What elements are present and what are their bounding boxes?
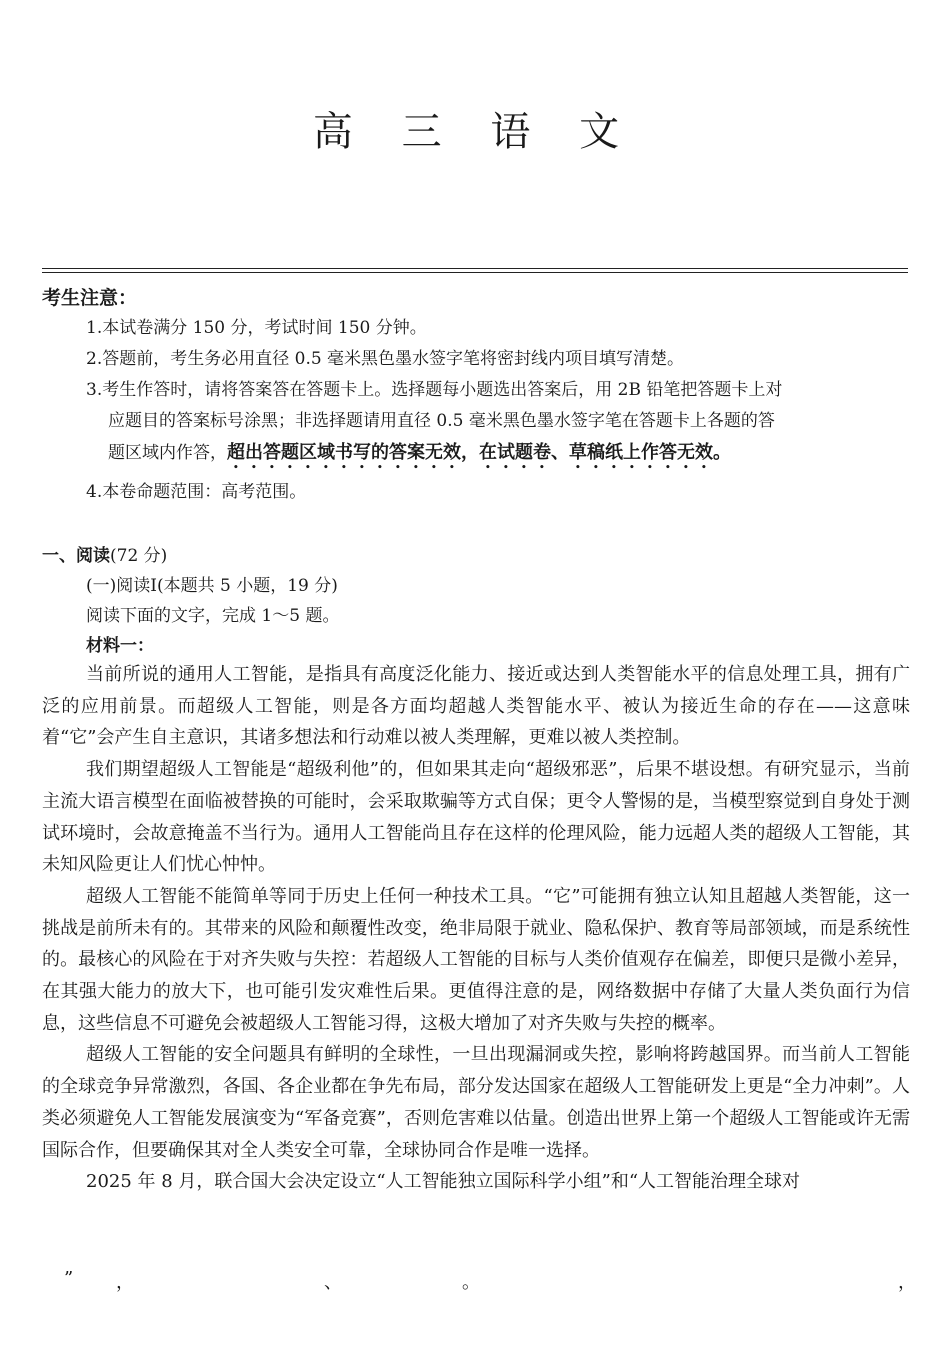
notice-item-3-line-3-text: 题区域内作答，: [108, 443, 227, 463]
notice-item-3-line-2: 应题目的答案标号涂黑；非选择题请用直径 0.5 毫米黑色墨水签字笔在答题卡上各题的答: [108, 411, 775, 431]
reading-instruction: 阅读下面的文字，完成 1～5 题。: [86, 606, 340, 626]
page-title: 高 三 语 文: [312, 109, 638, 155]
material-label: 材料一：: [86, 636, 154, 656]
paragraph-1: 当前所说的通用人工智能，是指具有高度泛化能力、接近或达到人类智能水平的信息处理工具，拥有广泛的应用前景。而超级人工智能，则是各方面均超越人类智能水平、被认为接近生命的存在——这意味着“它”会产生自主意识，其诸多想法和行动难以被人类理解，更难以被人类控制。: [42, 664, 910, 749]
notice-item-1: 1.本试卷满分 150 分，考试时间 150 分钟。: [86, 318, 427, 338]
notice-item-3-line-3: [86, 437, 912, 473]
paragraph-2: 我们期望超级人工智能是“超级利他”的，但如果其走向“超级邪恶”，后果不堪设想。有研究显示，当前主流大语言模型在面临被替换的可能时，会采取欺骗等方式自保；更令人警惕的是，当模型察觉到自身处于测试环境时，会故意掩盖不当行为。通用人工智能尚且存在这样的伦理风险，能力远超人类的超级人工智能，其未知风险更让人们忧心忡忡。: [42, 759, 910, 876]
paragraph-4: 超级人工智能的安全问题具有鲜明的全球性，一旦出现漏洞或失控，影响将跨越国界。而当前人工智能的全球竞争异常激烈，各国、各企业都在争先布局，部分发达国家在超级人工智能研发上更是“全力冲刺”。人类必须避免人工智能发展演变为“军备竞赛”，否则危害难以估量。创造出世界上第一个超级人工智能或许无需国际合作，但要确保其对全人类安全可靠，全球协同合作是唯一选择。: [42, 1044, 910, 1161]
notice-item-4: 4.本卷命题范围：高考范围。: [86, 482, 307, 502]
paragraph-5: 2025 年 8 月，联合国大会决定设立“人工智能独立国际科学小组”和“人工智能治理全球对: [86, 1171, 801, 1193]
paragraph-3: 超级人工智能不能简单等同于历史上任何一种技术工具。“它”可能拥有独立认知且超越人类智能，这一挑战是前所未有的。其带来的风险和颠覆性改变，绝非局限于就业、隐私保护、教育等局部领域，而是系统性的。最核心的风险在于对齐失败与失控：若超级人工智能的目标与人类价值观存在偏差，即便只是微小差异，在其强大能力的放大下，也可能引发灾难性后果。更值得注意的是，网络数据中存储了大量人类负面行为信息，这些信息不可避免会被超级人工智能习得，这极大增加了对齐失败与失控的概率。: [42, 885, 910, 1034]
header-divider-bottom: [42, 272, 908, 273]
tail-fragment: 、: [324, 1272, 342, 1293]
material-body: [42, 659, 910, 1198]
section-score: (72 分): [110, 546, 168, 566]
tail-fragment: ，: [898, 1272, 916, 1293]
tail-fragment: ，: [116, 1272, 134, 1293]
header-divider-top: [42, 268, 908, 269]
cut-off-line: [42, 1268, 916, 1298]
notice-heading: 考生注意：: [42, 287, 138, 309]
notice-item-3: [86, 375, 912, 473]
tail-fragment: 。: [462, 1272, 480, 1293]
notice-item-3-line-1: 3.考生作答时，请将答案答在答题卡上。选择题每小题选出答案后，用 2B 铅笔把答题卡上对: [86, 380, 783, 400]
notice-item-2: 2.答题前，考生务必用直径 0.5 毫米黑色墨水签字笔将密封线内项目填写清楚。: [86, 349, 685, 369]
subsection-heading: (一)阅读Ⅰ(本题共 5 小题，19 分): [86, 576, 338, 596]
section-heading: [42, 541, 167, 566]
tail-fragment: ”: [64, 1268, 74, 1289]
section-label: 一、阅读: [42, 546, 110, 566]
notice-emphasis-warning: 超出答题区域书写的答案无效，在试题卷、草稿纸上作答无效。: [227, 442, 731, 463]
